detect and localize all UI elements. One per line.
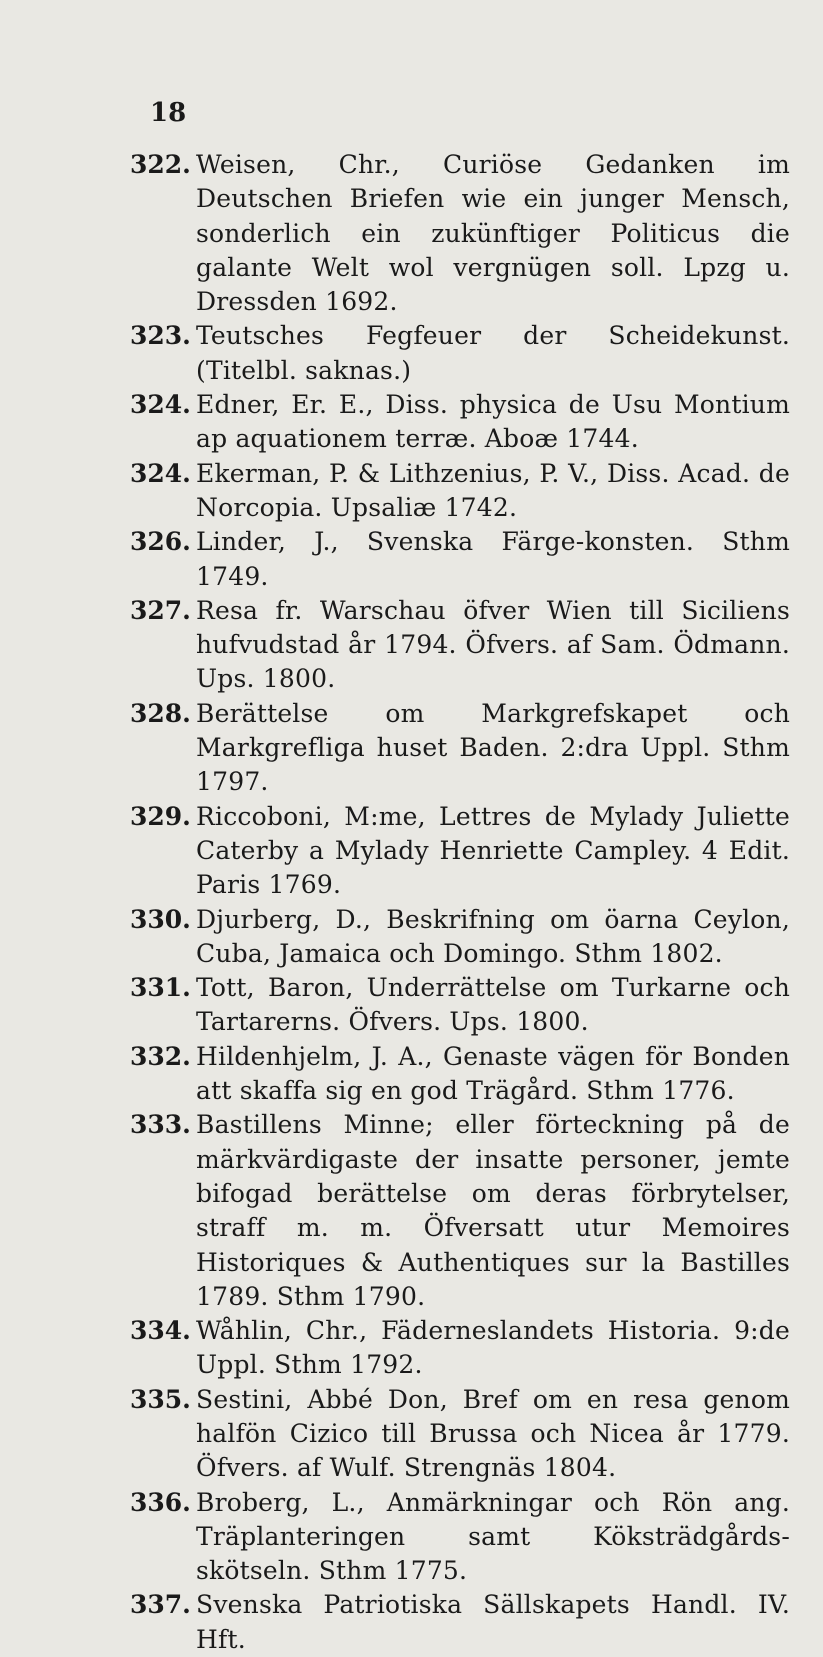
catalogue-entry bbox=[0, 457, 823, 526]
entry-number: 335. bbox=[130, 1384, 191, 1414]
catalogue-entry bbox=[0, 1314, 823, 1383]
entry-text: Berättelse om Markgrefskapet och Markgrefliga huset Baden. 2:dra Uppl. Sthm 1797. bbox=[196, 698, 790, 797]
entry-number: 333. bbox=[130, 1110, 191, 1140]
entry-text: Teutsches Fegfeuer der Scheidekunst. (Titelbl. saknas.) bbox=[196, 321, 790, 385]
catalogue-entry bbox=[0, 903, 823, 972]
entry-number: 328. bbox=[130, 698, 191, 728]
entry-number: 323. bbox=[130, 321, 191, 351]
entry-number: 327. bbox=[130, 595, 191, 625]
catalogue-entry bbox=[0, 1588, 823, 1657]
entry-text: Sestini, Abbé Don, Bref om en resa genom halfön Cizico till Brussa och Nicea år 1779. Öfvers. af Wulf. Strengnäs 1804. bbox=[196, 1384, 790, 1483]
entry-text: Edner, Er. E., Diss. physica de Usu Montium ap aquationem terræ. Aboæ 1744. bbox=[196, 390, 790, 454]
catalogue-entry bbox=[0, 1486, 823, 1589]
entry-text: Svenska Patriotiska Sällskapets Handl. IV. Hft. bbox=[196, 1590, 790, 1654]
entry-number: 329. bbox=[130, 801, 191, 831]
catalogue-entry bbox=[0, 388, 823, 457]
entry-text: Weisen, Chr., Curiöse Gedanken im Deutschen Briefen wie ein junger Mensch, sonderlich ein zukünftiger Politicus die galante Welt wol vergnügen soll. Lpzg u. Dressden 1692. bbox=[196, 150, 790, 317]
catalogue-entry bbox=[0, 697, 823, 800]
catalogue-entry bbox=[0, 971, 823, 1040]
entry-number: 331. bbox=[130, 973, 191, 1003]
entry-number: 324. bbox=[130, 390, 191, 420]
entry-number: 330. bbox=[130, 904, 191, 934]
entry-number: 336. bbox=[130, 1487, 191, 1517]
entry-text: Broberg, L., Anmärkningar och Rön ang. Träplanteringen samt Köksträdgårds-skötseln. Sthm 1775. bbox=[196, 1487, 790, 1586]
entry-number: 334. bbox=[130, 1316, 191, 1346]
entry-number: 322. bbox=[130, 150, 191, 179]
entry-text: Hildenhjelm, J. A., Genaste vägen för Bonden att skaffa sig en god Trägård. Sthm 1776. bbox=[196, 1041, 790, 1106]
entry-number: 326. bbox=[130, 527, 191, 557]
entry-text: Linder, J., Svenska Färge-konsten. Sthm 1749. bbox=[196, 527, 790, 591]
entry-number: 337. bbox=[130, 1590, 191, 1620]
catalogue-entry bbox=[0, 525, 823, 594]
entry-text: Djurberg, D., Beskrifning om öarna Ceylon, Cuba, Jamaica och Domingo. Sthm 1802. bbox=[196, 904, 790, 968]
entry-text: Ekerman, P. & Lithzenius, P. V., Diss. Acad. de Norcopia. Upsaliæ 1742. bbox=[196, 458, 790, 522]
entry-text: Bastillens Minne; eller förteckning på de märkvärdigaste der insatte personer, jemte bifogad berättelse om deras förbrytelser, straff m. m. Öfversatt utur Memoires Historiques & Authentiques sur la Bastilles 1789. Sthm 1790. bbox=[196, 1110, 790, 1311]
catalogue-entry bbox=[0, 148, 823, 319]
entry-text: Wåhlin, Chr., Fäderneslandets Historia. 9:de Uppl. Sthm 1792. bbox=[196, 1316, 790, 1380]
entry-text: Riccoboni, M:me, Lettres de Mylady Juliette Caterby a Mylady Henriette Campley. 4 Edit. Paris 1769. bbox=[196, 801, 790, 900]
catalogue-entry bbox=[0, 1040, 823, 1109]
entry-number: 332. bbox=[130, 1041, 191, 1071]
catalogue-entry bbox=[0, 594, 823, 697]
page-number: 18 bbox=[150, 98, 187, 128]
catalogue-entry bbox=[0, 1383, 823, 1486]
entry-text: Resa fr. Warschau öfver Wien till Siciliens hufvudstad år 1794. Öfvers. af Sam. Ödmann. Ups. 1800. bbox=[196, 595, 790, 694]
catalogue-entries bbox=[0, 148, 823, 1657]
entry-number: 324. bbox=[130, 458, 191, 488]
catalogue-entry bbox=[0, 1108, 823, 1314]
catalogue-entry bbox=[0, 319, 823, 388]
entry-text: Tott, Baron, Underrättelse om Turkarne och Tartarerns. Öfvers. Ups. 1800. bbox=[196, 973, 790, 1037]
catalogue-entry bbox=[0, 800, 823, 903]
